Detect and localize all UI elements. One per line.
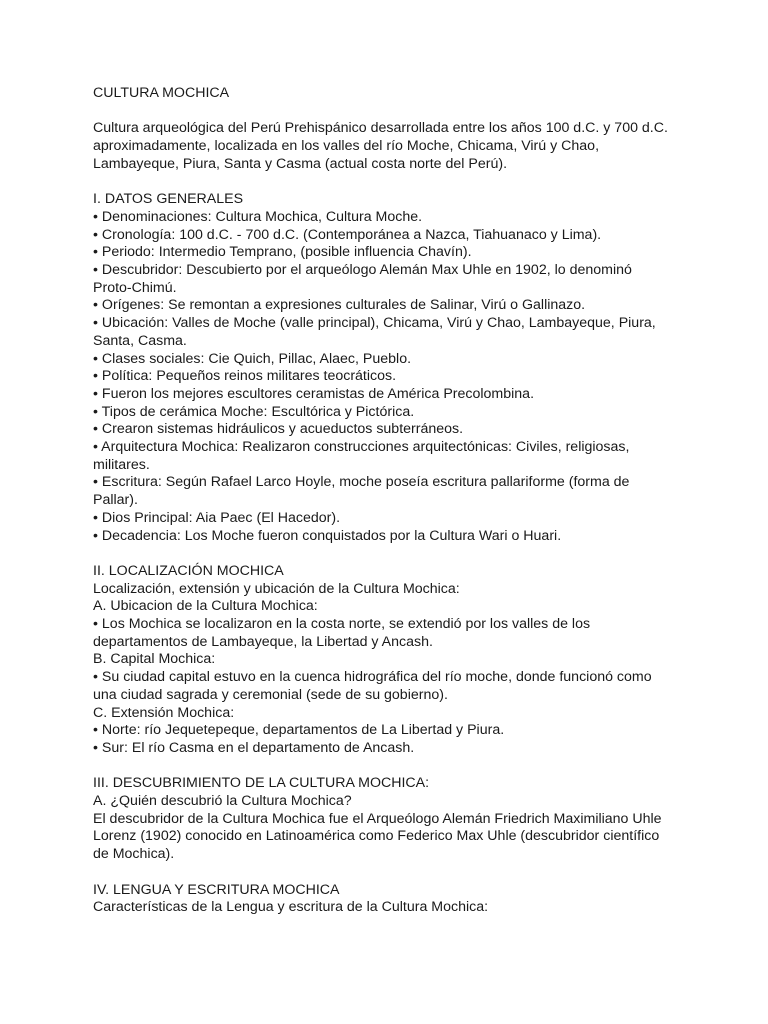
list-item: Pallar). xyxy=(93,492,138,509)
text-line: A. Ubicacion de la Cultura Mochica: xyxy=(93,598,318,615)
list-item: • Crearon sistemas hidráulicos y acueductos subterráneos. xyxy=(93,421,464,438)
list-item: • Fueron los mejores escultores ceramistas de América Precolombina. xyxy=(93,385,535,402)
text-line: departamentos de Lambayeque, la Libertad y Ancash. xyxy=(93,633,433,650)
section-localizacion xyxy=(93,563,693,758)
spacer xyxy=(93,103,693,121)
text-line: Localización, extensión y ubicación de la Cultura Mochica: xyxy=(93,580,460,597)
text-line: Lorenz (1902) conocido en Latinoamérica como Federico Max Uhle (descubridor científico xyxy=(93,828,660,845)
text-line: El descubridor de la Cultura Mochica fue el Arqueólogo Alemán Friedrich Maximiliano Uhle xyxy=(93,810,662,827)
list-item: • Decadencia: Los Moche fueron conquistados por la Cultura Wari o Huari. xyxy=(93,527,562,544)
list-item: • Dios Principal: Aia Paec (El Hacedor). xyxy=(93,509,341,526)
intro-line: Lambayeque, Piura, Santa y Casma (actual costa norte del Perú). xyxy=(93,155,508,172)
list-item: • Ubicación: Valles de Moche (valle principal), Chicama, Virú y Chao, Lambayeque, Piura, xyxy=(93,315,656,332)
text-line: • Los Mochica se localizaron en la costa norte, se extendió por los valles de los xyxy=(93,616,591,633)
list-item: • Escritura: Según Rafael Larco Hoyle, moche poseía escritura pallariforme (forma de xyxy=(93,474,630,491)
section-lengua xyxy=(93,882,693,917)
text-line: • Su ciudad capital estuvo en la cuenca hidrográfica del río moche, donde funcionó como xyxy=(93,669,652,686)
document-title: CULTURA MOCHICA xyxy=(93,85,230,101)
text-line: A. ¿Quién descubrió la Cultura Mochica? xyxy=(93,793,352,810)
text-line: • Norte: río Jequetepeque, departamentos de La Libertad y Piura. xyxy=(93,722,505,739)
text-line: una ciudad sagrada y ceremonial (sede de su gobierno). xyxy=(93,686,448,703)
list-item: • Denominaciones: Cultura Mochica, Cultura Moche. xyxy=(93,208,423,225)
section-heading: IV. LENGUA Y ESCRITURA MOCHICA xyxy=(93,881,340,898)
text-line: • Sur: El río Casma en el departamento de Ancash. xyxy=(93,739,415,756)
section-datos-generales xyxy=(93,191,693,545)
spacer xyxy=(93,758,693,776)
spacer xyxy=(93,174,693,192)
list-item: • Tipos de cerámica Moche: Escultórica y Pictórica. xyxy=(93,403,415,420)
list-item: • Descubridor: Descubierto por el arqueólogo Alemán Max Uhle en 1902, lo denominó xyxy=(93,262,632,278)
list-item: • Periodo: Intermedio Temprano, (posible influencia Chavín). xyxy=(93,244,472,261)
list-item: militares. xyxy=(93,456,150,473)
section-heading: II. LOCALIZACIÓN MOCHICA xyxy=(93,562,284,579)
spacer xyxy=(93,545,693,563)
list-item: • Cronología: 100 d.C. - 700 d.C. (Contemporánea a Nazca, Tiahuanaco y Lima). xyxy=(93,226,602,243)
list-item: Santa, Casma. xyxy=(93,332,187,349)
list-item: • Orígenes: Se remontan a expresiones culturales de Salinar, Virú o Gallinazo. xyxy=(93,297,586,314)
text-line: C. Extensión Mochica: xyxy=(93,704,235,721)
intro-line: aproximadamente, localizada en los valles del río Moche, Chicama, Virú y Chao, xyxy=(93,138,600,155)
intro-line: Cultura arqueológica del Perú Prehispánico desarrollada entre los años 100 d.C. y 700 d.C. xyxy=(93,120,668,137)
section-heading: I. DATOS GENERALES xyxy=(93,191,244,208)
text-line: Características de la Lengua y escritura de la Cultura Mochica: xyxy=(93,899,489,916)
document-page xyxy=(93,85,693,917)
intro-paragraph xyxy=(93,120,693,173)
list-item: Proto-Chimú. xyxy=(93,279,177,296)
text-line: de Mochica). xyxy=(93,846,175,863)
section-descubrimiento xyxy=(93,775,693,864)
list-item: • Arquitectura Mochica: Realizaron construcciones arquitectónicas: Civiles, religiosas, xyxy=(93,439,630,456)
list-item: • Política: Pequeños reinos militares teocráticos. xyxy=(93,368,397,385)
section-heading: III. DESCUBRIMIENTO DE LA CULTURA MOCHICA: xyxy=(93,775,430,792)
spacer xyxy=(93,864,693,882)
text-line: B. Capital Mochica: xyxy=(93,651,216,668)
list-item: • Clases sociales: Cie Quich, Pillac, Alaec, Pueblo. xyxy=(93,350,412,367)
